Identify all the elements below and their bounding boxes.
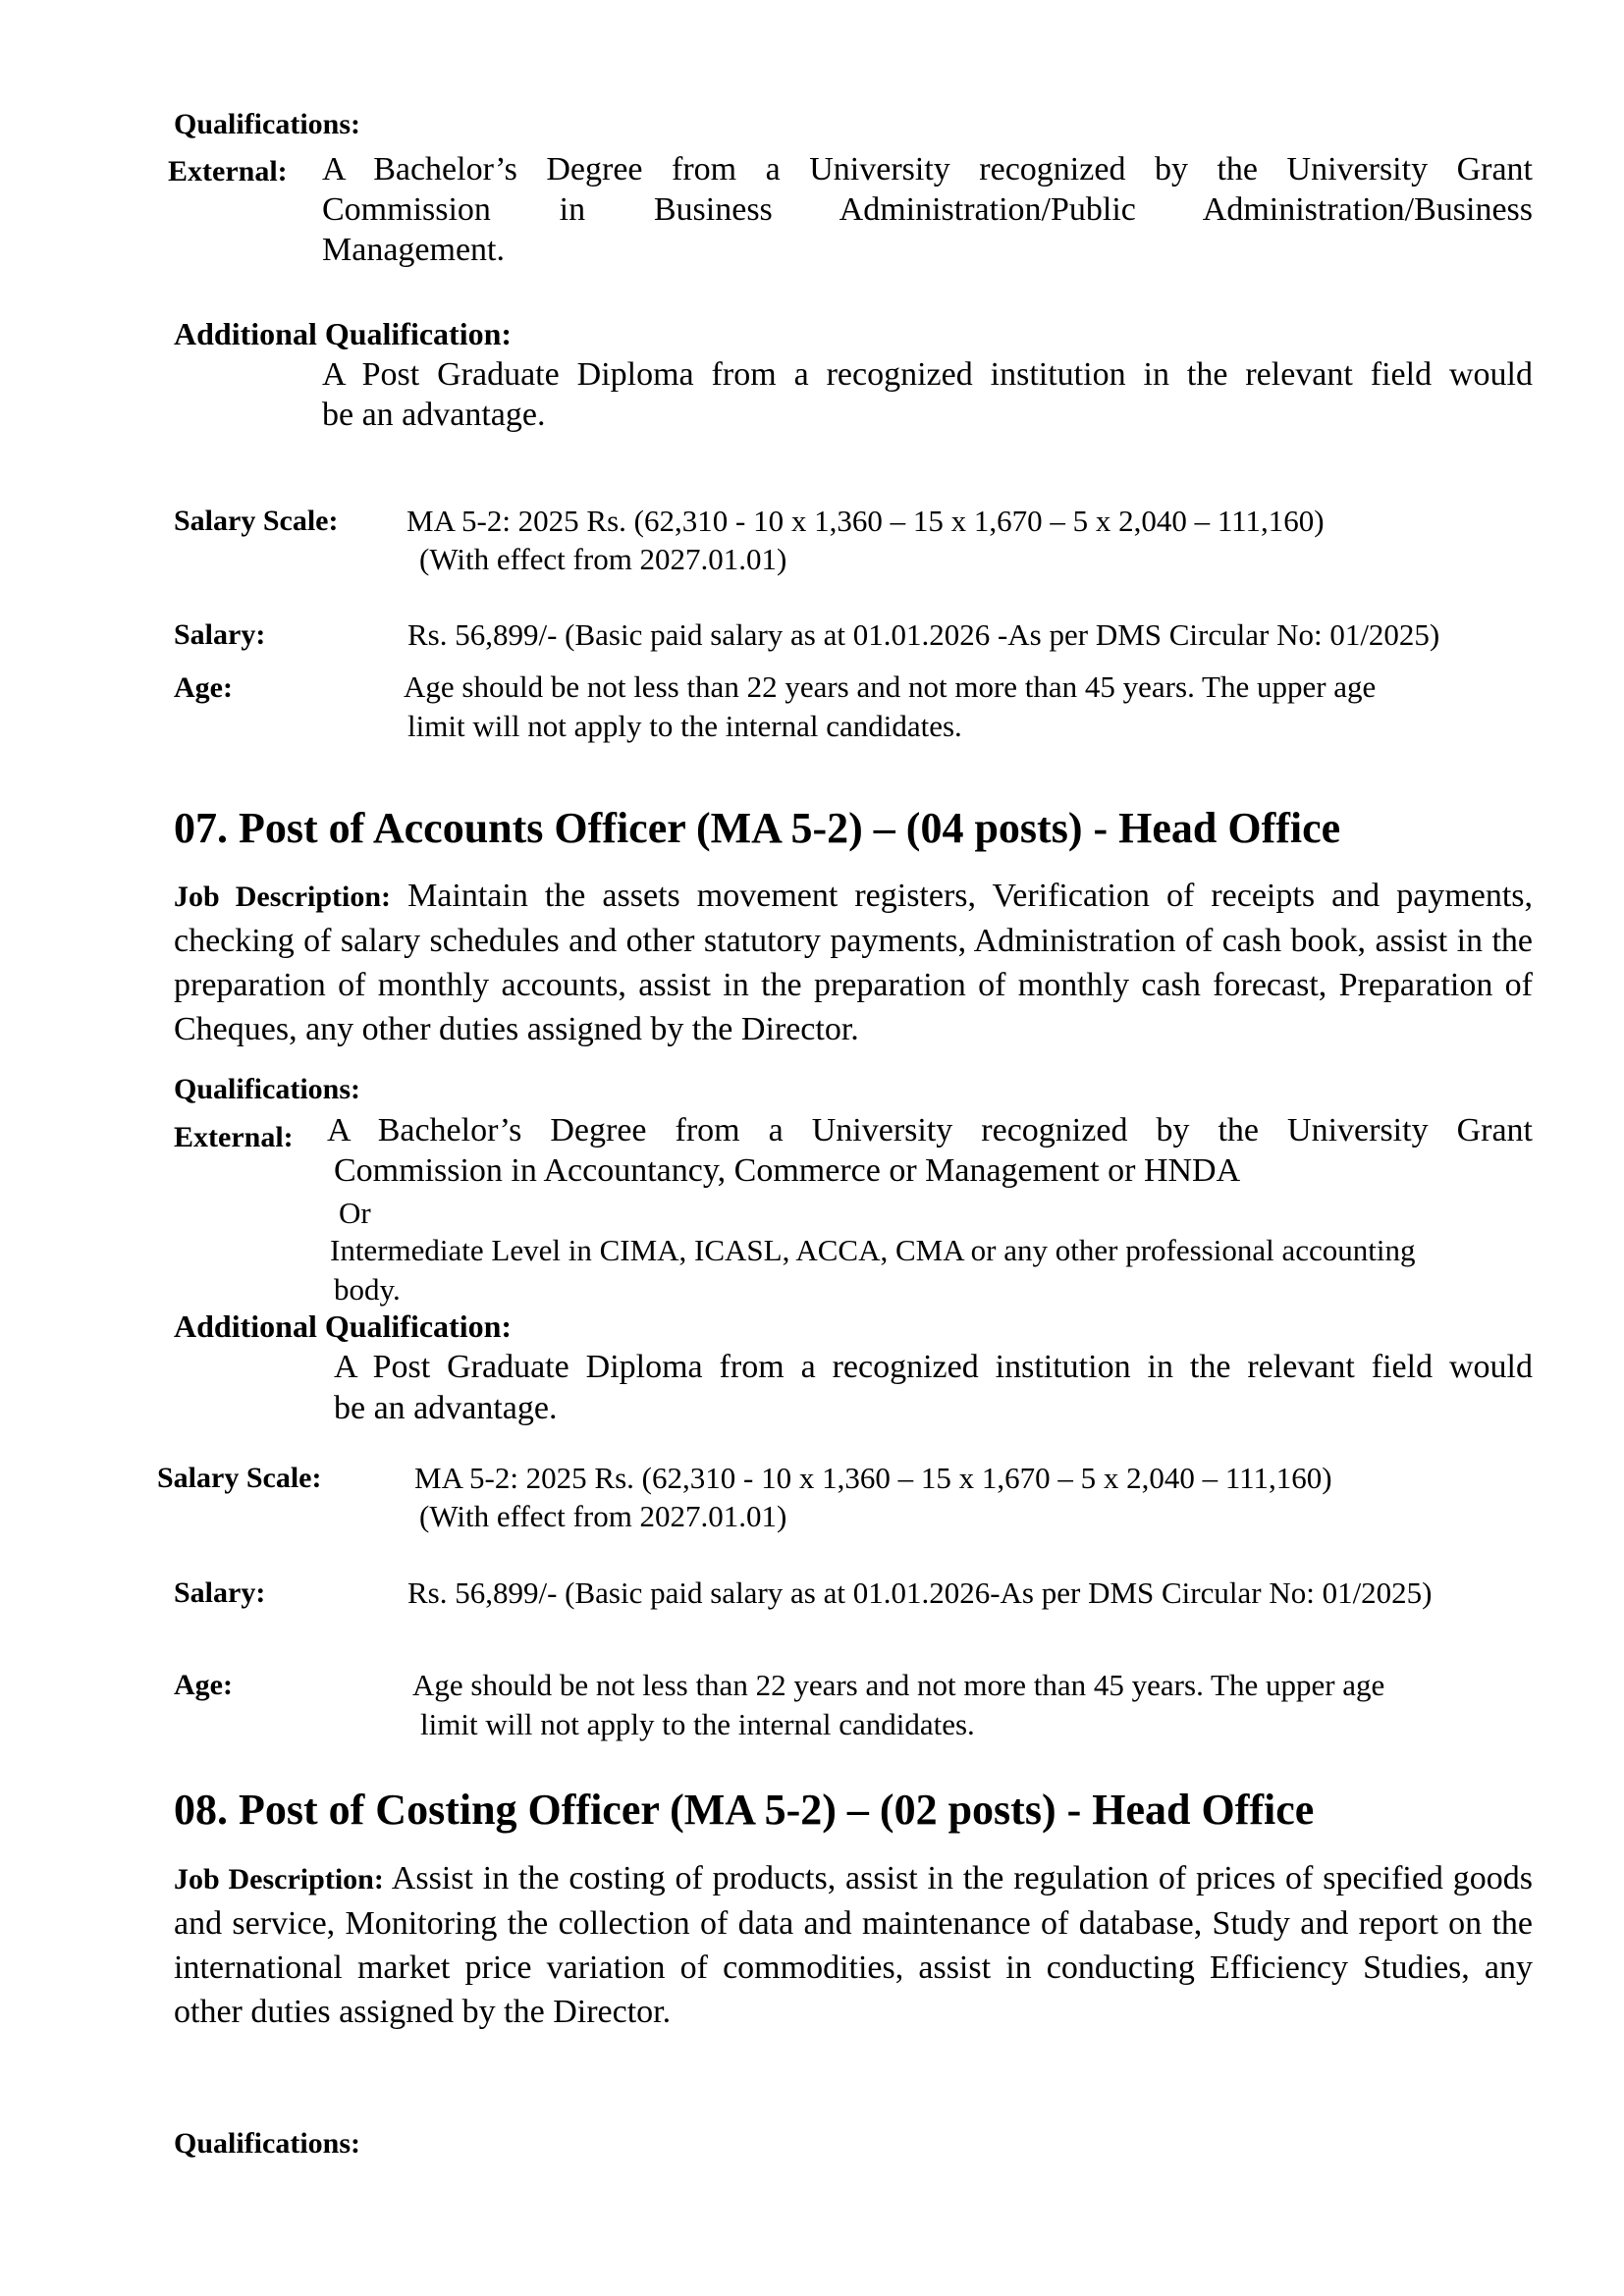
job-description-label: Job Description: bbox=[174, 881, 392, 913]
external-text-line-3: Management. bbox=[322, 232, 505, 268]
section-08-job-description bbox=[174, 1856, 1533, 2034]
or-text: Or bbox=[339, 1196, 371, 1230]
age-text-line-2: limit will not apply to the internal candidates. bbox=[407, 709, 962, 743]
salary-scale-value: MA 5-2: 2025 Rs. (62,310 - 10 x 1,360 – 15 x 1,670 – 5 x 2,040 – 111,160) bbox=[406, 504, 1325, 538]
salary-scale-effective: (With effect from 2027.01.01) bbox=[419, 1499, 787, 1533]
salary-scale-value: MA 5-2: 2025 Rs. (62,310 - 10 x 1,360 – 15 x 1,670 – 5 x 2,040 – 111,160) bbox=[414, 1461, 1332, 1495]
salary-value: Rs. 56,899/- (Basic paid salary as at 01.01.2026 -As per DMS Circular No: 01/2025) bbox=[407, 617, 1440, 652]
external-label: External: bbox=[174, 1121, 294, 1153]
external-text-line-1: A Bachelor’s Degree from a University recognized by the University Grant bbox=[327, 1112, 1533, 1148]
external-text-line-2: Commission in Business Administration/Public Administration/Business bbox=[322, 191, 1533, 228]
section-08-heading: 08. Post of Costing Officer (MA 5-2) – (02 posts) - Head Office bbox=[174, 1786, 1315, 1834]
qualifications-heading: Qualifications: bbox=[174, 108, 361, 140]
section-07-job-description bbox=[174, 874, 1533, 1051]
salary-scale-label: Salary Scale: bbox=[174, 505, 339, 537]
additional-text-line-2: be an advantage. bbox=[322, 397, 546, 433]
additional-text-line-1: A Post Graduate Diploma from a recognized institution in the relevant field would bbox=[334, 1349, 1533, 1385]
age-text-line-1: Age should be not less than 22 years and not more than 45 years. The upper age bbox=[412, 1668, 1385, 1702]
age-text-line-1: Age should be not less than 22 years and not more than 45 years. The upper age bbox=[404, 669, 1377, 704]
external-text-line-2: Commission in Accountancy, Commerce or Management or HNDA bbox=[334, 1152, 1241, 1189]
salary-label: Salary: bbox=[174, 618, 266, 651]
qualifications-heading: Qualifications: bbox=[174, 2127, 361, 2160]
section-07-heading: 07. Post of Accounts Officer (MA 5-2) – (04 posts) - Head Office bbox=[174, 804, 1341, 852]
age-text-line-2: limit will not apply to the internal candidates. bbox=[420, 1707, 975, 1741]
external-label: External: bbox=[168, 155, 288, 187]
salary-scale-label: Salary Scale: bbox=[157, 1462, 322, 1494]
salary-label: Salary: bbox=[174, 1576, 266, 1609]
additional-qualification-heading: Additional Qualification: bbox=[174, 1308, 513, 1344]
job-description-text: Maintain the assets movement registers, Verification of receipts and payments, checking of salary schedules and other statutory payments, Administration of cash book, assist in the preparation of monthly accounts, assist in the preparation of monthly cash forecast, Preparation of Cheques, any other duties assigned by the Director. bbox=[174, 878, 1534, 1047]
age-label: Age: bbox=[174, 671, 233, 704]
external-text-line-4: body. bbox=[334, 1272, 401, 1307]
additional-qualification-heading: Additional Qualification: bbox=[174, 316, 513, 351]
salary-scale-effective: (With effect from 2027.01.01) bbox=[419, 542, 787, 576]
job-description-text: Assist in the costing of products, assist in the regulation of prices of specified goods and service, Monitoring the collection of data and maintenance of database, Study and report on the international market price variation of commodities, assist in conducting Efficiency Studies, any other duties assigned by the Director. bbox=[174, 1860, 1533, 2030]
job-description-label: Job Description: bbox=[174, 1863, 384, 1896]
external-text-line-3: Intermediate Level in CIMA, ICASL, ACCA, CMA or any other professional accounting bbox=[330, 1233, 1416, 1267]
external-text-line-1: A Bachelor’s Degree from a University recognized by the University Grant bbox=[322, 151, 1533, 187]
salary-value: Rs. 56,899/- (Basic paid salary as at 01.01.2026-As per DMS Circular No: 01/2025) bbox=[407, 1575, 1433, 1610]
additional-text-line-1: A Post Graduate Diploma from a recognized institution in the relevant field would bbox=[322, 356, 1533, 393]
age-label: Age: bbox=[174, 1669, 233, 1701]
additional-text-line-2: be an advantage. bbox=[334, 1390, 558, 1426]
qualifications-heading: Qualifications: bbox=[174, 1073, 361, 1105]
